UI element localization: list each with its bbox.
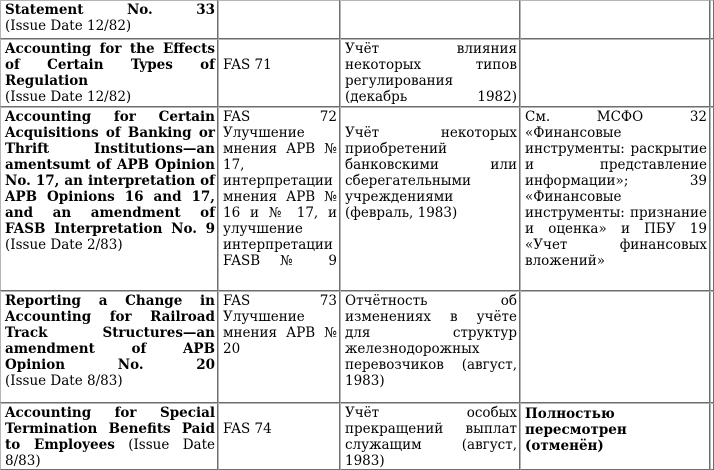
- standard-title: Statement No. 33: [5, 2, 215, 18]
- ifrs-reference-cell: [520, 39, 710, 107]
- russian-translation: Учёт некоторых приобретений банковскими или сберегательными учреждениями (февраль, 1983): [345, 125, 517, 221]
- fas-reference: FAS 72 Улучшение мнения АРВ № 17, интерпретации мнения АРВ № 16 и № 17, и улучшение интерпретации FASB № 9: [223, 109, 337, 269]
- ifrs-reference: Полностью пересмотрен (отменён): [525, 406, 627, 454]
- fas-cell: [218, 39, 340, 107]
- fas-reference: FAS 73 Улучшение мнения АРВ № 20: [223, 293, 337, 357]
- ifrs-reference-cell: [520, 403, 710, 470]
- russian-translation: Учёт влияния некоторых типов регулирования (декабрь 1982): [345, 41, 517, 105]
- fas-cell: [218, 403, 340, 470]
- standard-title-cell: [0, 39, 218, 107]
- russian-translation: Отчётность об изменениях в учёте для структур железнодорожных перевозчиков (август, 1983): [345, 293, 517, 389]
- issue-date: (Issue Date 2/83): [5, 237, 123, 253]
- fas-cell: [218, 107, 340, 291]
- standard-title-cell: [0, 291, 218, 403]
- edge-cell: [710, 107, 714, 291]
- fas-cell: [218, 0, 340, 39]
- table-row: [0, 403, 714, 470]
- russian-translation-cell: [340, 291, 520, 403]
- edge-cell: [710, 0, 714, 39]
- russian-translation-cell: [340, 107, 520, 291]
- issue-date: (Issue Date 8/83): [5, 373, 123, 389]
- russian-translation-cell: [340, 39, 520, 107]
- standard-title-cell: [0, 0, 218, 39]
- standard-title: Accounting for Certain Acquisitions of Banking or Thrift Institutions—an amentsumt of APB Opinion No. 17, an interpretation of APB Opinions 16 and 17, and an amendment of FASB Interpretation No. 9: [5, 109, 215, 237]
- edge-cell: [710, 291, 714, 403]
- table-row: [0, 291, 714, 403]
- issue-date: (Issue Date 8/83): [5, 437, 216, 469]
- russian-translation-cell: [340, 0, 520, 39]
- edge-cell: [710, 39, 714, 107]
- fas-cell: [218, 291, 340, 403]
- issue-date: (Issue Date 12/82): [5, 89, 132, 105]
- issue-date: (Issue Date 12/82): [5, 18, 132, 34]
- table-row: [0, 107, 714, 291]
- standard-title: Accounting for Special Termination Benefits Paid to Employees: [5, 405, 215, 453]
- standard-title: Accounting for the Effects of Certain Types of Regulation: [5, 41, 215, 89]
- russian-translation: Учёт особых прекращений выплат служащим (август, 1983): [345, 405, 517, 469]
- standard-title-cell: [0, 403, 218, 470]
- edge-cell: [710, 403, 714, 470]
- fas-reference: FAS 74: [223, 421, 272, 437]
- ifrs-reference: См. МСФО 32 «Финансовые инструменты: раскрытие и представление информации»; 39 «Финансовые инструменты: признание и оценка» и ПБУ 19 «Учет финансовых вложений»: [525, 109, 707, 269]
- ifrs-reference-cell: [520, 0, 710, 39]
- table-row: [0, 0, 714, 39]
- table-row: [0, 39, 714, 107]
- russian-translation-cell: [340, 403, 520, 470]
- ifrs-reference-cell: [520, 107, 710, 291]
- standard-title-cell: [0, 107, 218, 291]
- standard-title: Reporting a Change in Accounting for Railroad Track Structures—an amendment of APB Opinion No. 20: [5, 293, 215, 373]
- ifrs-reference-cell: [520, 291, 710, 403]
- fas-reference: FAS 71: [223, 57, 272, 73]
